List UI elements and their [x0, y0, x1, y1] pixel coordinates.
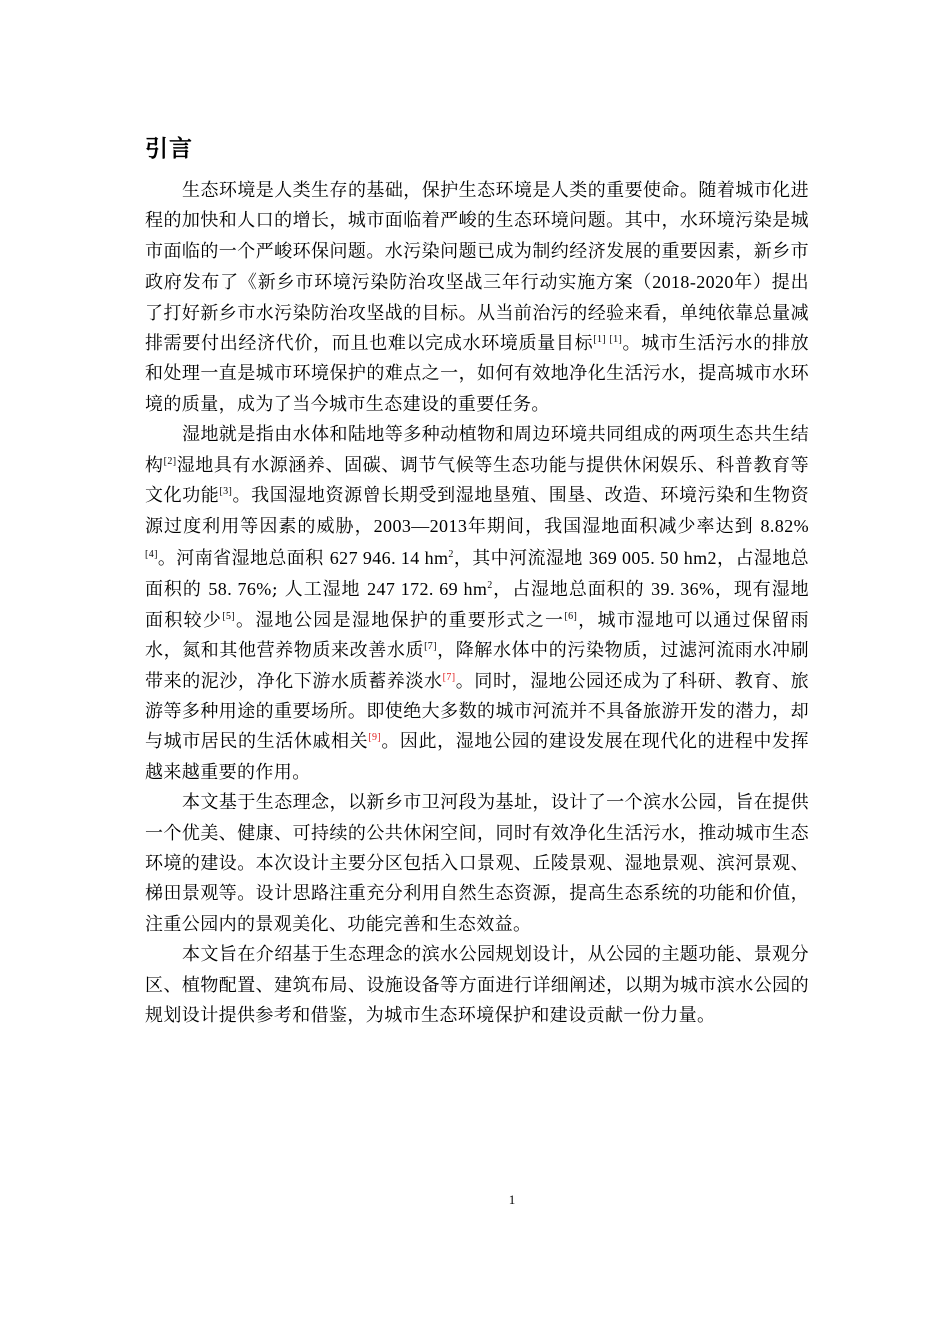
text-run: 。因此，湿地公园的建设发展在现代化的进程中发挥越来越重要的作用。	[145, 731, 809, 783]
paragraph-2	[145, 420, 809, 788]
text-run: ，其中河流湿地	[453, 547, 589, 569]
number-run: 2018-2020	[652, 272, 734, 293]
citation-ref: [7]	[424, 641, 437, 653]
text-run: ，城市湿地可以通过保留雨水，氮和其他营养物质来改善水质	[145, 609, 809, 662]
paragraph-4: 本文旨在介绍基于生态理念的滨水公园规划设计，从公园的主题功能、景观分区、植物配置、建筑布局、设施设备等方面进行详细阐述，以期为城市滨水公园的规划设计提供参考和借鉴，为城市生态环境保护和建设贡献一份力量。	[145, 944, 809, 1026]
unit-superscript: 2	[448, 548, 454, 560]
text-run: 。城市生活污水的排放和处理一直是城市环境保护的难点之一，如何有效地净化生活污水，提高城市水环境的质量，成为了当今城市生态建设的重要任务。	[145, 333, 809, 415]
text-run: ，占湿地总面积的	[145, 547, 810, 601]
citation-ref-highlighted: [9]	[368, 732, 382, 744]
paragraph-3: 本文基于生态理念，以新乡市卫河段为基址，设计了一个滨水公园，旨在提供一个优美、健康、可持续的公共休闲空间，同时有效净化生活污水，推动城市生态环境的建设。本次设计主要分区包括入口景观、丘陵景观、湿地景观、滨河景观、梯田景观等。设计思路注重充分利用自然生态资源，提高生态系统的功能和价值，注重公园内的景观美化、功能完善和生态效益。	[145, 792, 809, 935]
number-run: 369 005. 50 hm2	[588, 547, 717, 568]
text-run: 湿地具有水源涵养、固碳、调节气候等生态功能与提供休闲娱乐、科普教育等文化功能	[145, 454, 809, 507]
text-run: 湿地就是指由水体和陆地等多种动植物和周边环境共同组成的两项生态共生结构	[145, 424, 809, 476]
text-run: ，降解水体中的污染物质，过滤河流雨水冲刷带来的泥沙，净化下游水质蓄养淡水	[145, 640, 810, 692]
citation-ref: [3]	[219, 486, 233, 498]
citation-ref: [1] [1]	[593, 334, 623, 346]
citation-ref: [4]	[145, 548, 158, 560]
citation-ref: [2]	[163, 455, 177, 467]
number-run: 39. 36%	[651, 579, 715, 600]
text-run: ，占湿地总面积的	[492, 579, 652, 601]
unit-superscript: 2	[487, 580, 493, 592]
text-run: ，现有湿地面积较少	[145, 579, 810, 631]
text-run: 年）提出了打好新乡市水污染防治攻坚战的目标。从当前治污的经验来看，单纯依靠总量减排需要付出经济代价，而且也难以完成水环境质量目标	[145, 272, 809, 355]
section-heading: 引言	[145, 135, 193, 162]
number-run: 627 946. 14 hm	[329, 547, 449, 568]
citation-ref: [5]	[222, 610, 236, 622]
citation-ref-highlighted: [7]	[442, 671, 456, 683]
text-run: 。同时，湿地公园还成为了科研、教育、旅游等多种用途的重要场所。即使绝大多数的城市河流并不具备旅游开发的潜力，却与城市居民的生活休戚相关	[145, 670, 809, 753]
text-run: 。我国湿地资源曾长期受到湿地垦殖、围垦、改造、环境污染和生物资源过度利用等因素的威胁，	[145, 485, 809, 538]
paragraph-1	[145, 176, 809, 420]
text-run: 。湿地公园是湿地保护的重要形式之一	[235, 609, 565, 631]
number-run: 247 172. 69 hm	[367, 579, 488, 600]
text-run: 生态环境是人类生存的基础，保护生态环境是人类的重要使命。随着城市化进程的加快和人口的增长，城市面临着严峻的生态环境问题。其中，水环境污染是城市面临的一个严峻环保问题。水污染问题已成为制约经济发展的重要因素，新乡市政府发布了《新乡市环境污染防治攻坚战三年行动实施方案（	[145, 180, 809, 294]
text-run: ; 人工湿地	[271, 579, 368, 601]
citation-ref: [6]	[564, 610, 578, 622]
number-run: 58. 76%	[208, 579, 272, 600]
text-run: 年期间，我国湿地面积减少率达到	[467, 516, 761, 538]
number-run: 2003—2013	[373, 516, 468, 537]
page-number: 1	[508, 1192, 516, 1207]
body-text	[145, 176, 809, 1031]
number-run: 8.82%	[760, 516, 809, 537]
text-run: 。河南省湿地总面积	[157, 547, 330, 569]
